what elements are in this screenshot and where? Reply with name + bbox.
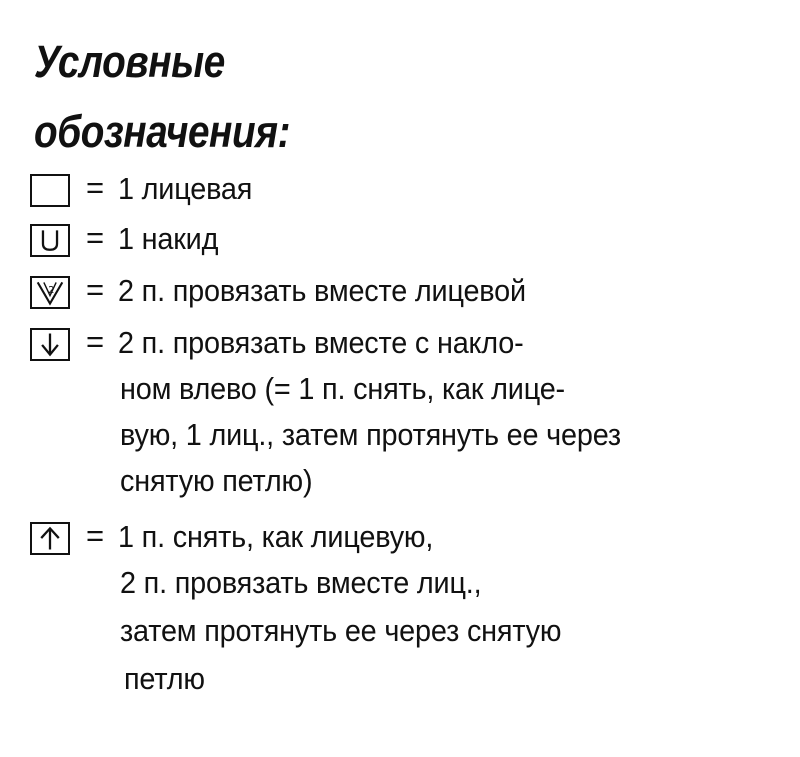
equals-sign: =	[86, 272, 105, 307]
legend-heading-line-2: обозначения:	[34, 106, 291, 157]
legend-text-line: петлю	[124, 661, 205, 696]
legend-heading-line-1: Условные	[34, 36, 225, 87]
legend-text-line: затем протянуть ее через снятую	[120, 613, 562, 648]
legend-text-line: 2 п. провязать вместе лицевой	[118, 273, 526, 308]
legend-text-line: снятую петлю)	[120, 463, 313, 498]
yarn-over-u-icon	[30, 224, 70, 257]
equals-sign: =	[86, 220, 105, 255]
double-decrease-arrow-icon	[30, 522, 70, 555]
equals-sign: =	[86, 518, 105, 553]
equals-sign: =	[86, 170, 105, 205]
legend-text-line: 1 лицевая	[118, 171, 253, 206]
legend-text-line: 1 накид	[118, 221, 219, 256]
legend-text-line: вую, 1 лиц., затем протянуть ее через	[120, 417, 621, 452]
legend-text-line: 2 п. провязать вместе с накло-	[118, 325, 524, 360]
equals-sign: =	[86, 324, 105, 359]
empty-square-icon	[30, 174, 70, 207]
decrease-left-arrow-icon	[30, 328, 70, 361]
legend-text-line: 2 п. провязать вместе лиц.,	[120, 565, 482, 600]
legend-text-line: ном влево (= 1 п. снять, как лице-	[120, 371, 565, 406]
svg-text:2: 2	[48, 284, 55, 296]
knit-two-together-icon	[30, 276, 70, 309]
legend-text-line: 1 п. снять, как лицевую,	[118, 519, 434, 554]
